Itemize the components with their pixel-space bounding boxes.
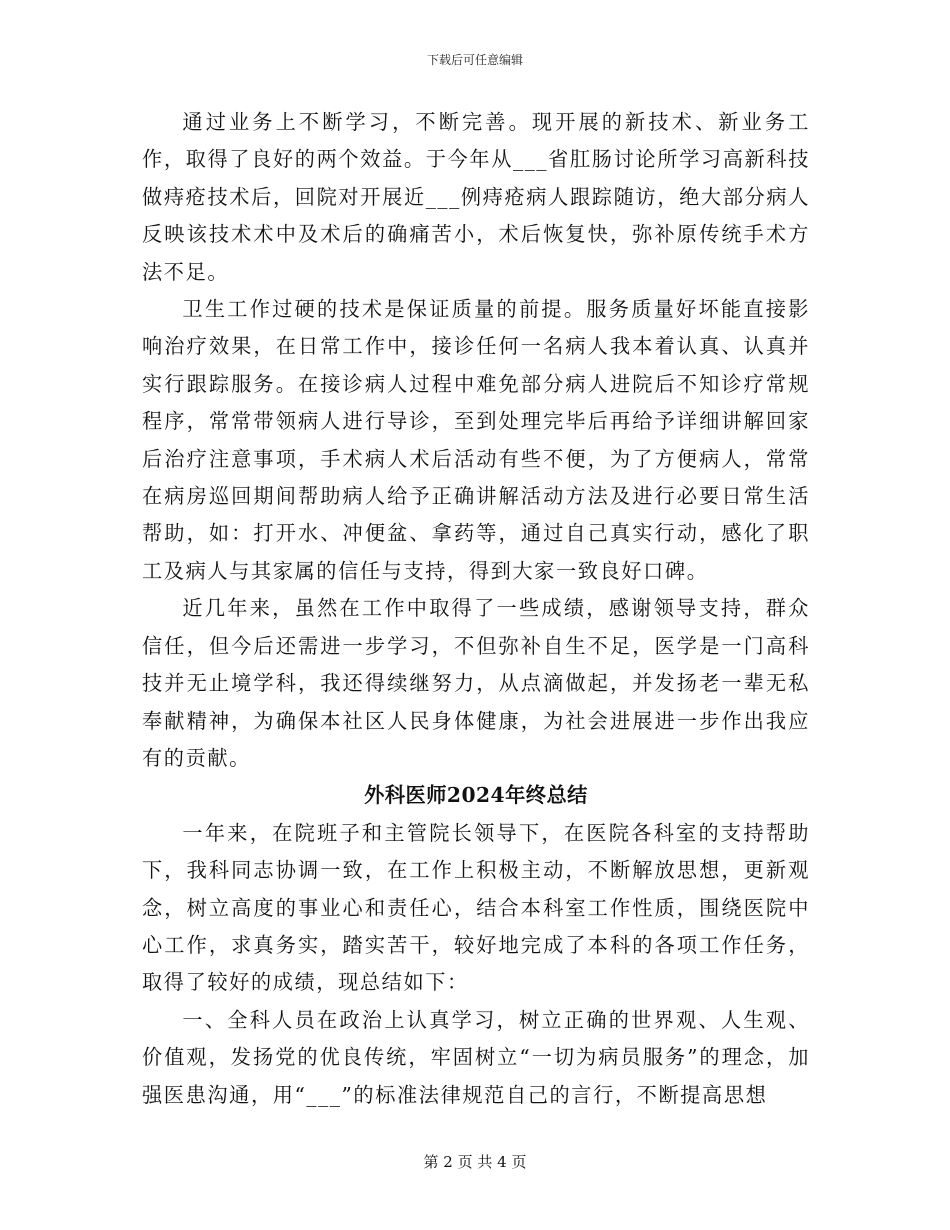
paragraph-intro: 一年来，在院班子和主管院长领导下，在医院各科室的支持帮助下，我科同志协调一致，在工作上积极主动，不断解放思想，更新观念，树立高度的事业心和责任心，结合本科室工作性质，围绕医院中心工作，求真务实，踏实苦干，较好地完成了本科的各项工作任务，取得了较好的成绩，现总结如下：	[142, 820, 810, 995]
paragraph-technique: 通过业务上不断学习，不断完善。现开展的新技术、新业务工作，取得了良好的两个效益。于今年从___省肛肠讨论所学习高新科技做痔疮技术后，回院对开展近___例痔疮病人跟踪随访，绝大部分病人反映该技术术中及术后的确痛苦小，术后恢复快，弥补原传统手术方法不足。	[142, 110, 810, 284]
section-title: 外科医师2024年终总结	[364, 783, 588, 808]
page-header: 下载后可任意编辑	[426, 53, 523, 67]
paragraph-point-one: 一、全科人员在政治上认真学习，树立正确的世界观、人生观、价值观，发扬党的优良传统，牢固树立“一切为病员服务”的理念，加强医患沟通，用“___”的标准法律规范自己的言行，不断提高思想	[142, 1007, 810, 1107]
paragraph-service: 卫生工作过硬的技术是保证质量的前提。服务质量好坏能直接影响治疗效果，在日常工作中，接诊任何一名病人我本着认真、认真并实行跟踪服务。在接诊病人过程中难免部分病人进院后不知诊疗常规程序，常常带领病人进行导诊，至到处理完毕后再给予详细讲解回家后治疗注意事项，手术病人术后活动有些不便，为了方便病人，常常在病房巡回期间帮助病人给予正确讲解活动方法及进行必要日常生活帮助，如：打开水、冲便盆、拿药等，通过自己真实行动，感化了职工及病人与其家属的信任与支持，得到大家一致良好口碑。	[142, 297, 810, 583]
page-footer: 第 2 页 共 4 页	[423, 1153, 527, 1171]
document-body	[142, 104, 810, 1114]
paragraph-conclusion: 近几年来，虽然在工作中取得了一些成绩，感谢领导支持，群众信任，但今后还需进一步学习，不但弥补自生不足，医学是一门高科技并无止境学科，我还得续继努力，从点滴做起，并发扬老一辈无私奉献精神，为确保本社区人民身体健康，为社会进展进一步作出我应有的贡献。	[142, 596, 810, 770]
